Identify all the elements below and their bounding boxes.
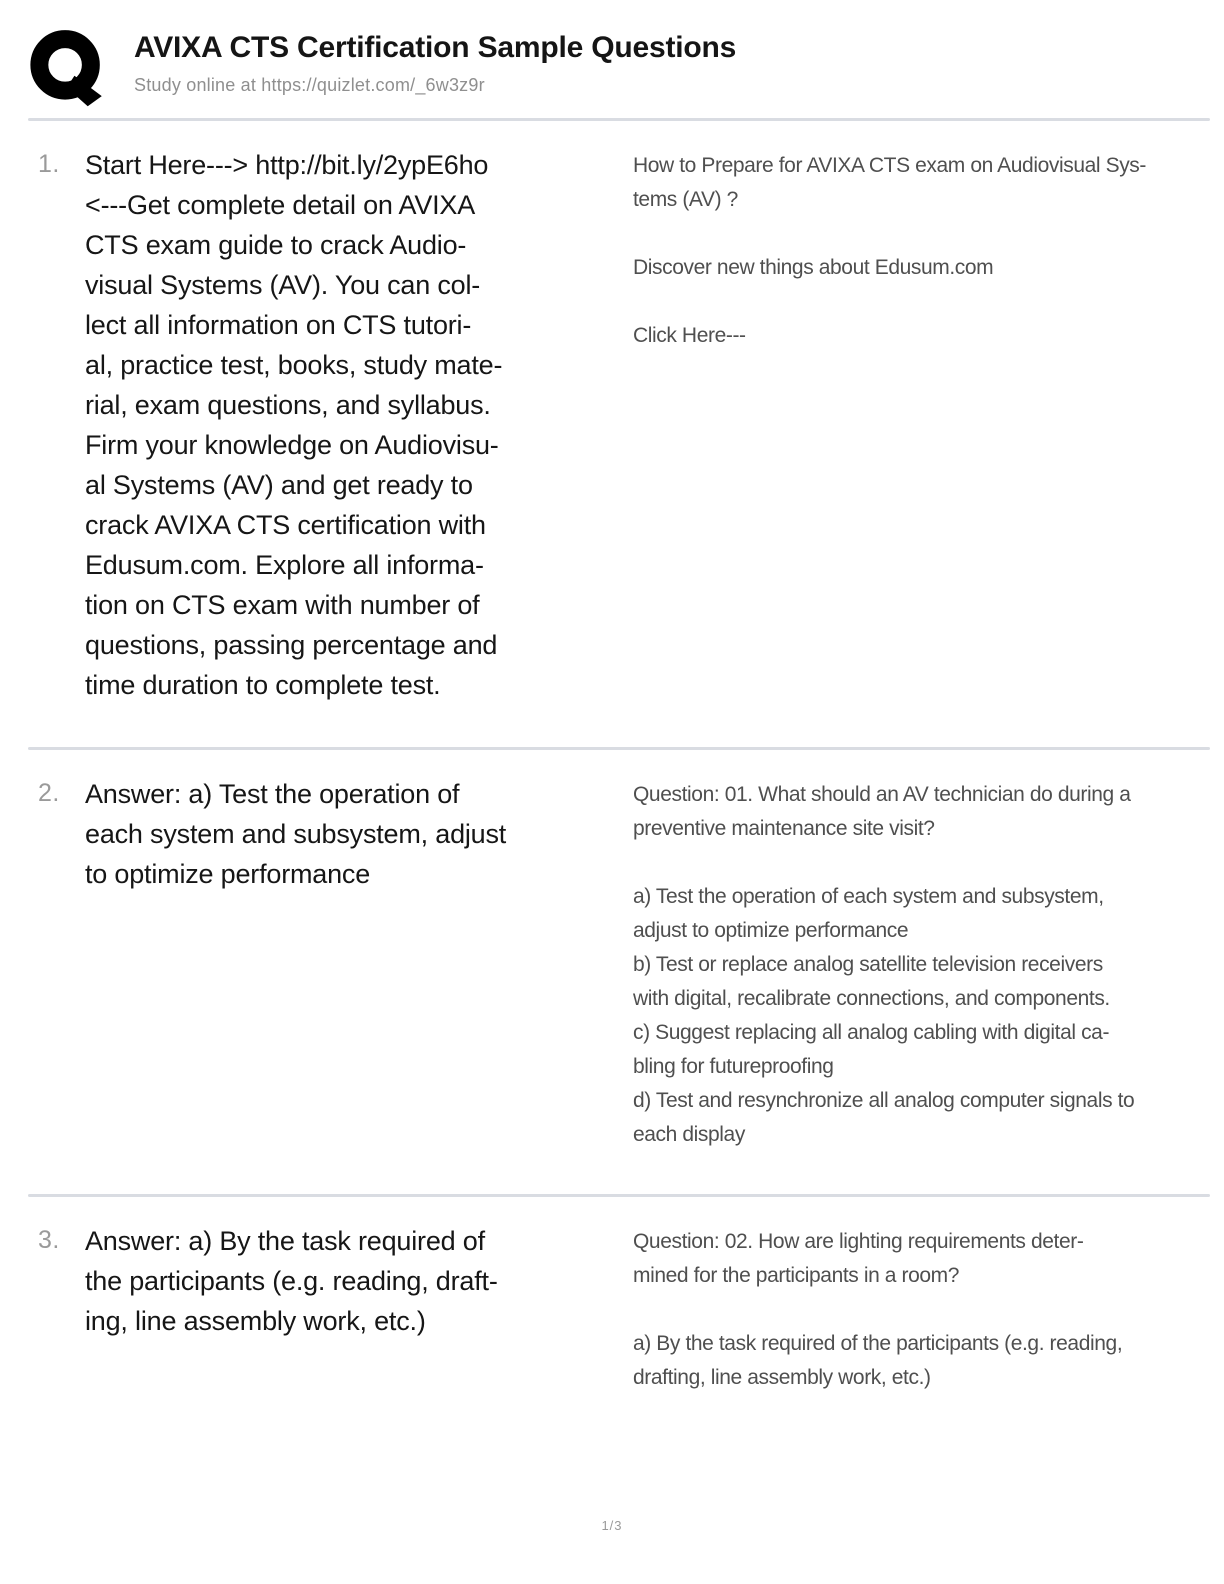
header-text-block bbox=[134, 26, 736, 96]
study-online-link: Study online at https://quizlet.com/_6w3z9r bbox=[134, 75, 485, 95]
qa-item-3 bbox=[0, 1197, 1224, 1437]
qa-item-1 bbox=[0, 121, 1224, 747]
quizlet-q-logo-icon bbox=[30, 26, 108, 110]
answer-text: Answer: a) By the task required of the participants (e.g. reading, draft- ing, line assembly work, etc.) bbox=[85, 1226, 498, 1336]
qa-item-2 bbox=[0, 750, 1224, 1194]
page-indicator: 1/3 bbox=[601, 1518, 623, 1533]
term-text: Question: 01. What should an AV technician do during a preventive maintenance site visit? a) Test the operation of each system and subsystem, adjust to optimize performance b) Test or replace analog satellite television receivers with digital, recalibrate connections, and components. c) Suggest replacing all analog cabling with digital ca- bling for futureproofing d) Test and resynchronize all analog computer signals to each display bbox=[633, 783, 1135, 1146]
item-number: 2. bbox=[38, 779, 60, 807]
item-number: 3. bbox=[38, 1226, 60, 1254]
document-header bbox=[0, 0, 1224, 110]
answer-text: Start Here---> http://bit.ly/2ypE6ho <---Get complete detail on AVIXA CTS exam guide to crack Audio- visual Systems (AV). You can col- lect all information on CTS tutori- al, practice test, books, study mate- rial, exam questions, and syllabus. Firm your knowledge on Audiovisu- al Systems (AV) and get ready to crack AVIXA CTS certification with Edusum.com. Explore all informa- tion on CTS exam with number of questions, passing percentage and time duration to complete test. bbox=[85, 150, 503, 700]
item-number: 1. bbox=[38, 150, 60, 178]
term-text: Question: 02. How are lighting requirements deter- mined for the participants in a room? a) By the task required of the participants (e.g. reading, drafting, line assembly work, etc.) bbox=[633, 1230, 1123, 1389]
answer-text: Answer: a) Test the operation of each system and subsystem, adjust to optimize performance bbox=[85, 779, 507, 889]
page-title: AVIXA CTS Certification Sample Questions bbox=[134, 31, 737, 64]
term-text: How to Prepare for AVIXA CTS exam on Audiovisual Sys- tems (AV) ? Discover new things about Edusum.com Click Here--- bbox=[633, 154, 1146, 347]
